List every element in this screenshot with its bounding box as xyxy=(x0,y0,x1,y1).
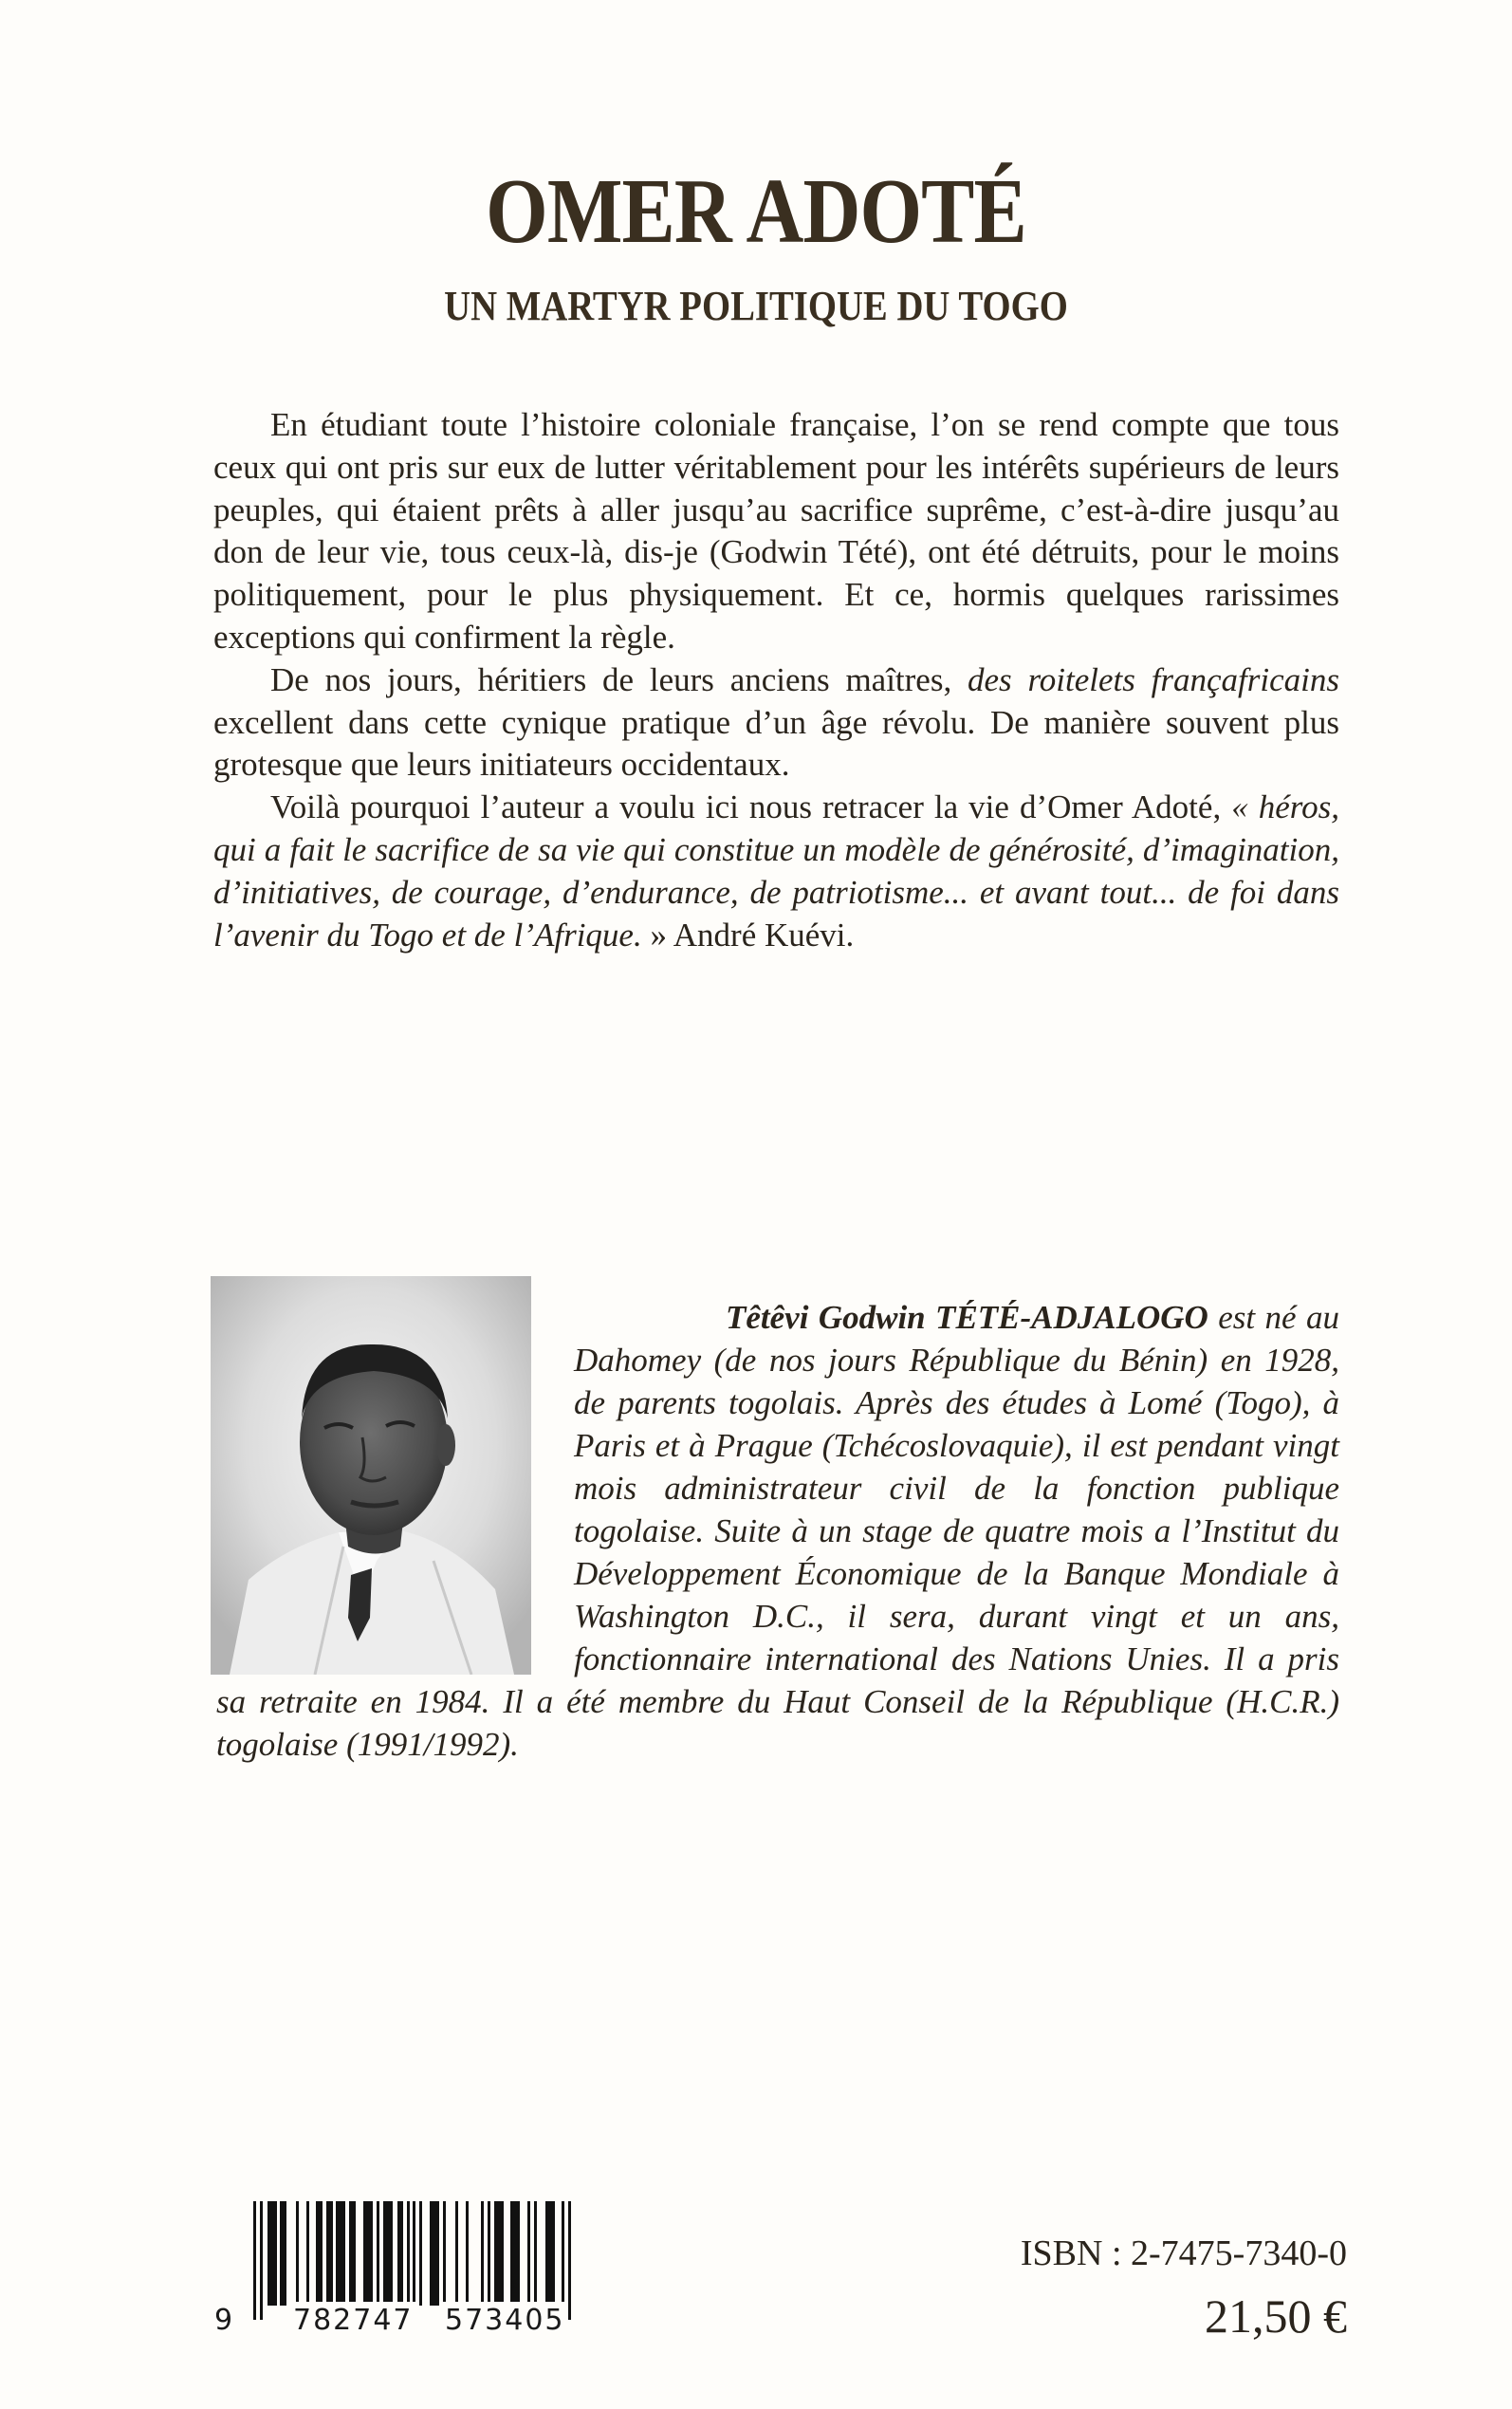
blurb-text: Voilà pourquoi l’auteur a voulu ici nous retracer la vie d’Omer Adoté, xyxy=(270,788,1232,826)
blurb-text: excellent dans cette cynique pratique d’un âge révolu. De manière souvent plus grotesque que leurs initiateurs occidentaux. xyxy=(213,703,1339,784)
price: 21,50 € xyxy=(1205,2289,1347,2343)
blurb-paragraph xyxy=(213,787,1339,956)
blurb-text: En étudiant toute l’histoire coloniale française, l’on se rend compte que tous ceux qui ont pris sur eux de lutter véritablement pour les intérêts supérieurs de leurs peuples, qui étaient prêts à aller jusqu’au sacrifice suprême, c’est-à-dire jusqu’au don de leur vie, tous ceux-là, dis-je (Godwin Tété), ont été détruits, pour le moins politiquement, pour le plus physiquement. Et ce, hormis quelques rarissimes exceptions qui confirment la règle. xyxy=(213,406,1339,656)
photo-spacer xyxy=(216,1296,574,1680)
author-bio-text: est né au Dahomey (de nos jours République du Bénin) en 1928, de parents togolais. Après des études à Lomé (Togo), à Paris et à Prague (Tchécoslovaquie), il est pendant vingt mois administrateur civil de la fonction publique togolaise. Suite à un stage de quatre mois a l’Institut du Développement Économique de la Banque Mondiale à Washington D.C., il sera, durant vingt et un ans, fonctionnaire international des Nations Unies. Il a pris sa retraite en 1984. Il a été membre du Haut Conseil de la République (H.C.R.) togolaise (1991/1992). xyxy=(216,1299,1339,1763)
barcode-digits-left: 782747 xyxy=(291,2302,415,2340)
blurb-italic-phrase: des roitelets françafricains xyxy=(968,660,1339,698)
author-name: Têtêvi Godwin TÉTÉ-ADJALOGO xyxy=(726,1299,1208,1336)
blurb-paragraph xyxy=(213,659,1339,787)
isbn-barcode xyxy=(211,2199,581,2342)
barcode-digits xyxy=(211,2302,581,2340)
book-subtitle: UN MARTYR POLITIQUE DU TOGO xyxy=(444,283,1068,329)
blurb-quote-attribution: » André Kuévi. xyxy=(641,916,855,954)
barcode-digits-right: 573405 xyxy=(443,2302,567,2340)
blurb-text: De nos jours, héritiers de leurs anciens maîtres, xyxy=(270,660,968,698)
blurb xyxy=(213,404,1339,956)
barcode-digit-first: 9 xyxy=(212,2302,234,2340)
blurb-quote: « héros, qui a fait le sacrifice de sa vie qui constitue un modèle de générosité, d’imagination, d’initiatives, de courage, d’endurance, de patriotisme... et avant tout... de foi dans l’avenir du Togo et de l’Afrique. xyxy=(213,788,1339,954)
book-title: OMER ADOTÉ xyxy=(486,160,1026,263)
blurb-paragraph xyxy=(213,404,1339,659)
author-bio xyxy=(216,1296,1339,1766)
isbn-number: ISBN : 2-7475-7340-0 xyxy=(1020,2233,1347,2273)
